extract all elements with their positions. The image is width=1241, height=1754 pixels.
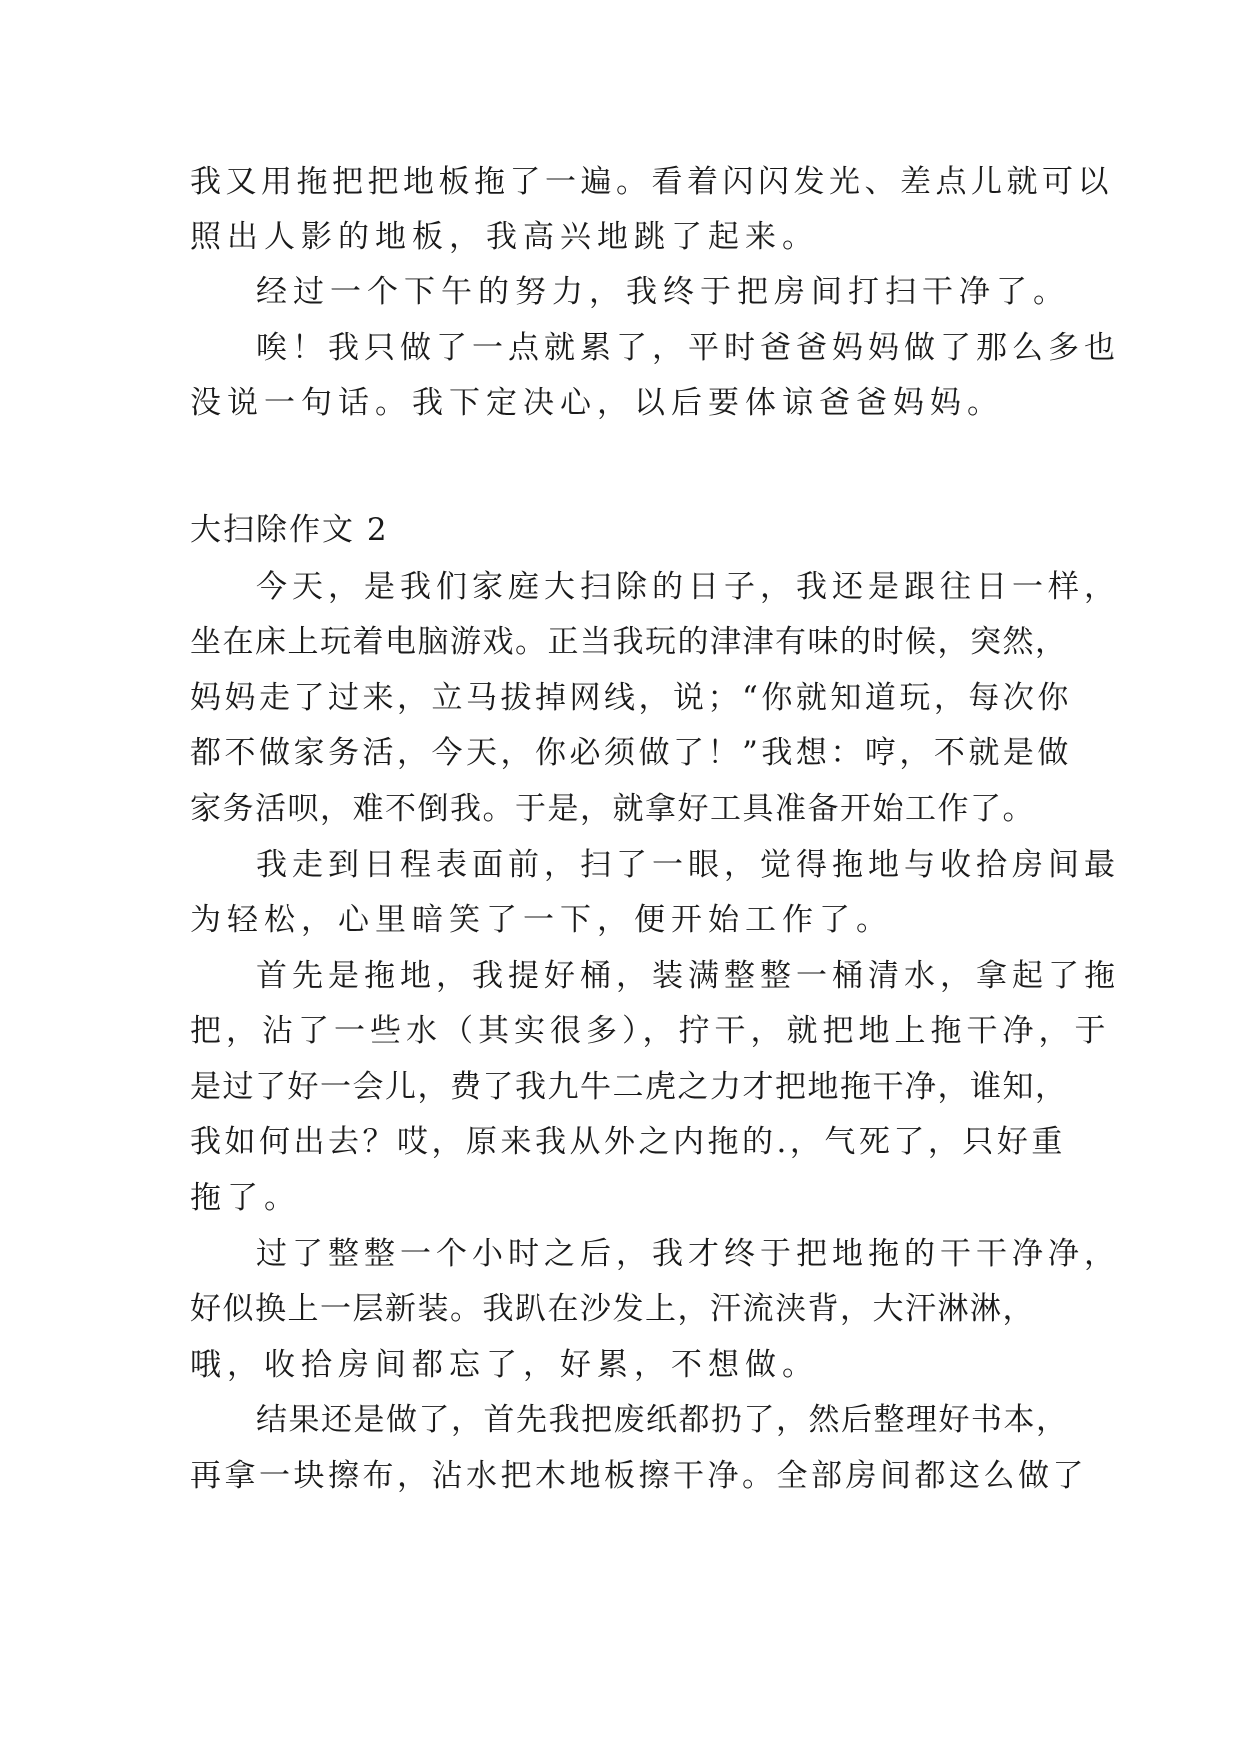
paragraph-line: 我又用拖把把地板拖了一遍。看着闪闪发光、差点儿就可以 (190, 164, 1113, 200)
paragraph-line: 哦，收拾房间都忘了，好累，不想做。 (190, 1347, 819, 1383)
paragraph-line: 我走到日程表面前，扫了一眼，觉得拖地与收拾房间最 (256, 847, 1120, 883)
paragraph-line: 再拿一块擦布，沾水把木地板擦干净。全部房间都这么做了 (190, 1458, 1087, 1494)
paragraph-line: 妈妈走了过来，立马拔掉网线，说；“你就知道玩，每次你 (190, 680, 1072, 716)
paragraph-line: 过了整整一个小时之后，我才终于把地拖的干干净净， (256, 1236, 1120, 1272)
paragraph-line: 好似换上一层新装。我趴在沙发上，汗流浃背，大汗淋淋， (190, 1291, 1035, 1327)
paragraph-line: 家务活呗，难不倒我。于是，就拿好工具准备开始工作了。 (190, 791, 1035, 827)
paragraph-line: 经过一个下午的努力，我终于把房间打扫干净了。 (256, 274, 1070, 310)
paragraph-line: 照出人影的地板，我高兴地跳了起来。 (190, 219, 819, 255)
paragraph-line: 首先是拖地，我提好桶，装满整整一桶清水，拿起了拖 (256, 958, 1120, 994)
paragraph-line: 都不做家务活，今天，你必须做了！”我想：哼，不就是做 (190, 735, 1072, 771)
essay-title: 大扫除作文 2 (190, 512, 389, 548)
paragraph-line: 为轻松，心里暗笑了一下，便开始工作了。 (190, 902, 893, 938)
paragraph-line: 结果还是做了，首先我把废纸都扔了，然后整理好书本， (256, 1402, 1069, 1438)
paragraph-line: 坐在床上玩着电脑游戏。正当我玩的津津有味的时候，突然， (190, 624, 1068, 660)
paragraph-line: 没说一句话。我下定决心，以后要体谅爸爸妈妈。 (190, 385, 1004, 421)
paragraph-line: 是过了好一会儿，费了我九牛二虎之力才把地拖干净，谁知， (190, 1069, 1068, 1105)
paragraph-line: 今天，是我们家庭大扫除的日子，我还是跟往日一样， (256, 569, 1120, 605)
paragraph-line: 拖了。 (190, 1180, 301, 1216)
paragraph-line: 唉！我只做了一点就累了，平时爸爸妈妈做了那么多也 (256, 330, 1120, 366)
paragraph-line: 我如何出去？哎，原来我从外之内拖的.，气死了，只好重 (190, 1124, 1066, 1160)
paragraph-line: 把，沾了一些水（其实很多），拧干，就把地上拖干净，于 (190, 1013, 1111, 1049)
